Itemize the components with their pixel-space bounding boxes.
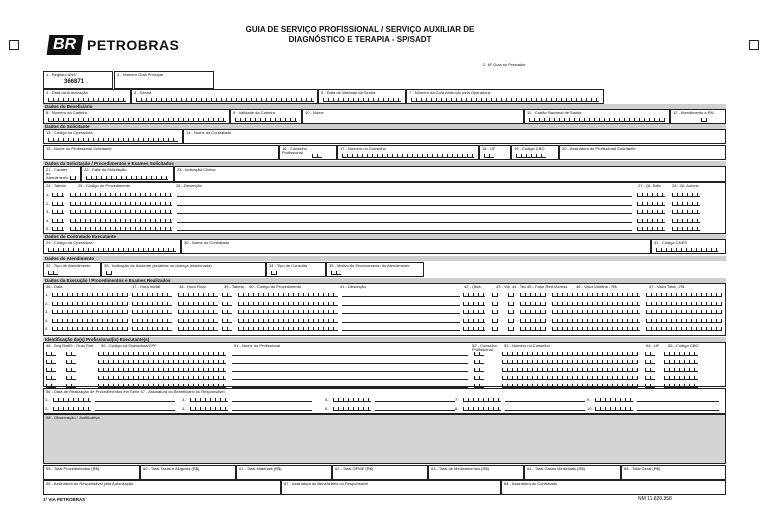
tabela-comb <box>52 202 64 206</box>
qtde-aut-comb <box>672 210 700 214</box>
data-comb <box>52 302 128 306</box>
tec-header: 44 - Tec. <box>512 284 528 289</box>
tabela-comb <box>52 210 64 214</box>
seq-ref-comb <box>46 352 56 356</box>
assinatura-beneficiario-label: 67 - Assinatura do Beneficiário ou Responsável <box>284 481 369 486</box>
codigo-comb <box>238 310 338 314</box>
fator-comb <box>520 293 546 297</box>
via-comb <box>492 310 498 314</box>
hora-final-comb <box>178 319 218 323</box>
total-medicamentos-field[interactable] <box>428 465 524 480</box>
descricao-line <box>177 205 632 206</box>
cpf-comb <box>98 352 226 356</box>
total-gases-field[interactable] <box>524 465 621 480</box>
qtde-solic-comb <box>637 202 665 206</box>
valor-total-comb <box>646 310 722 314</box>
registro-ans-value: 366871 <box>64 79 85 85</box>
data-validade-senha-field[interactable] <box>318 89 406 104</box>
tipo-atendimento-field[interactable] <box>43 262 101 277</box>
descricao-exec-header: 41 - Descrição <box>340 284 366 289</box>
codigo-comb <box>238 327 338 331</box>
valor-unitario-header: 46 - Valor Unitário - R$ <box>576 284 617 289</box>
section-equipe: Identificação do(s) Profissional(is) Executante(s) <box>43 337 726 342</box>
total-geral-label: 65 - Total Geral (R$) <box>624 466 661 471</box>
codigo-operadora-cpf-header: 50 - Código na Operadora/CPF <box>101 343 157 348</box>
codigo-cbo-field[interactable] <box>511 145 559 160</box>
nome-contratado-field[interactable] <box>183 129 726 144</box>
data-header: 36 - Data <box>46 284 63 289</box>
qtde-comb <box>463 327 485 331</box>
serie-date-comb <box>53 398 91 402</box>
nome-profissional-solicitante-field[interactable] <box>43 145 279 160</box>
qtde-header: 42 - Qtde. <box>464 284 482 289</box>
conselho-profissional-field[interactable] <box>279 145 337 160</box>
senha-field[interactable] <box>131 89 318 104</box>
nome-line <box>232 379 468 380</box>
form-title-line1: GUIA DE SERVIÇO PROFISSIONAL / SERVIÇO AUXILIAR DE <box>245 25 475 34</box>
total-procedimentos-label: 59 - Total Procedimentos (R$) <box>46 466 100 471</box>
serie-number: 9- <box>587 397 591 402</box>
hora-inicial-comb <box>132 293 172 297</box>
conselho-comb <box>474 376 484 380</box>
serie-date-comb <box>333 398 371 402</box>
tabela-comb <box>52 219 64 223</box>
tipo-consulta-label: 34 - Tipo de Consulta <box>269 263 308 268</box>
serie-signature-line <box>232 401 312 402</box>
grau-part-header: 49 - Grau Part. <box>68 343 95 348</box>
grau-comb <box>66 376 76 380</box>
hora-inicial-header: 37 - Hora Inicial <box>132 284 161 289</box>
valor-unitario-comb <box>552 327 640 331</box>
motivo-encerramento-label: 35 - Motivo de Encerramento do Atendimento <box>329 263 410 268</box>
nome-beneficiario-field[interactable] <box>302 109 524 124</box>
descricao-line <box>177 222 632 223</box>
serie-date-comb <box>463 398 501 402</box>
registration-mark-right <box>749 40 759 50</box>
section-atendimento: Dados do Atendimento <box>43 256 726 261</box>
total-medicamentos-label: 63 - Total de Medicamentos (R$) <box>431 466 489 471</box>
valor-total-header: 47 - Valor Total - R$ <box>649 284 685 289</box>
qtde-comb <box>463 293 485 297</box>
serie-signature-line <box>232 410 312 411</box>
tabela-comb <box>222 327 232 331</box>
cartao-nacional-saude-label: 11 - Cartão Nacional de Saúde <box>527 110 582 115</box>
descricao-line <box>342 313 460 314</box>
nome-line <box>232 371 468 372</box>
serie-signature-line <box>95 410 175 411</box>
conselho-prof-equipe-header: 52 - Conselho Profissional <box>472 343 497 352</box>
via-comb <box>492 302 498 306</box>
qtde-solic-comb <box>637 193 665 197</box>
assinatura-beneficiario-field[interactable] <box>281 480 501 495</box>
grau-comb <box>66 352 76 356</box>
nome-label: 10 - Nome <box>305 110 324 115</box>
via-comb <box>492 319 498 323</box>
codigo-operadora-field[interactable] <box>43 129 183 144</box>
tabela-comb <box>222 302 232 306</box>
numero-guia-operadora-field[interactable] <box>406 89 604 104</box>
fator-comb <box>520 327 546 331</box>
tabela-comb <box>52 227 64 231</box>
grau-comb <box>66 368 76 372</box>
total-materiais-field[interactable] <box>236 465 332 480</box>
codigo-proc-exec-header: 40 - Código do Procedimento <box>249 284 302 289</box>
data-validade-senha-label: 6 - Data de Validade da Senha <box>321 90 376 95</box>
codigo-comb <box>238 319 338 323</box>
uf-label: 18 - UF <box>482 146 496 151</box>
registro-ans-label: 1 - Registro ANS <box>46 72 76 77</box>
section-solicitacao: Dados da Solicitação / Procedimentos e Exames Solicitados <box>43 161 726 166</box>
numero-carteira-field[interactable] <box>43 109 230 124</box>
nome-line <box>232 363 468 364</box>
numero-conselho-field[interactable] <box>337 145 479 160</box>
nome-profissional-solicitante-label: 15 - Nome do Profissional Solicitante <box>46 146 112 151</box>
serie-number: 10- <box>587 406 593 411</box>
carater-atendimento-field[interactable] <box>43 166 81 182</box>
codigo-comb <box>70 193 172 197</box>
cpf-comb <box>98 360 226 364</box>
cpf-comb <box>98 376 226 380</box>
indicacao-clinica-field[interactable] <box>174 166 726 182</box>
qtde-solic-comb <box>637 219 665 223</box>
valor-unitario-comb <box>552 293 640 297</box>
section-execucao: Dados da Execução / Procedimentos e Exames Realizados <box>43 278 726 283</box>
hora-inicial-comb <box>132 302 172 306</box>
codigo-cbo-label: 19 - Código CBO <box>514 146 545 151</box>
cbo-comb <box>664 352 698 356</box>
indicacao-clinica-label: 23 - Indicação Clínica <box>177 167 216 172</box>
seq-ref-comb <box>46 376 56 380</box>
data-realizacao-label: 56 - Data de Realização de Procedimentos em Série 57 - Assinatura do Beneficiário ou Responsável <box>46 389 225 394</box>
serie-number: 2- <box>45 406 49 411</box>
serie-number: 6- <box>325 406 329 411</box>
codigo-comb <box>70 219 172 223</box>
serie-number: 1- <box>45 397 49 402</box>
conselho-profissional-label: 16 - Conselho Profissional <box>282 146 307 155</box>
cbo-comb <box>664 368 698 372</box>
grau-comb <box>66 360 76 364</box>
serie-signature-line <box>505 410 585 411</box>
data-autorizacao-label: 4 - Data da Autorização <box>46 90 88 95</box>
valor-unitario-comb <box>552 310 640 314</box>
form-code: NM 11.820.358 <box>638 496 672 502</box>
row-number: 1- <box>45 292 49 297</box>
numero-guia-principal-label: 3 - Número Guia Principal <box>117 72 164 77</box>
qtde-comb <box>463 302 485 306</box>
total-taxas-field[interactable] <box>140 465 236 480</box>
validade-carteira-label: 9 - Validade da Carteira <box>233 110 275 115</box>
hora-final-comb <box>178 327 218 331</box>
descricao-line <box>342 330 460 331</box>
via-comb <box>492 293 498 297</box>
total-materiais-label: 61 - Total Materiais (R$) <box>239 466 282 471</box>
numero-conselho-comb <box>502 352 638 356</box>
cbo-comb <box>664 360 698 364</box>
data-solicitacao-field[interactable] <box>81 166 174 182</box>
via-footer: 1ª VIA PETROBRAS <box>43 497 86 502</box>
uf-field[interactable] <box>479 145 511 160</box>
valor-unitario-comb <box>552 302 640 306</box>
section-contratado-executante: Dados do Contratado Executante <box>43 234 726 239</box>
serie-number: 5- <box>325 397 329 402</box>
codigo-comb <box>238 293 338 297</box>
assinatura-solicitante-field[interactable] <box>559 145 726 160</box>
via-header: 43 - Via <box>496 284 510 289</box>
fator-header: 45 - Fator Red./Acresc. <box>527 284 569 289</box>
total-opme-field[interactable] <box>332 465 428 480</box>
tabela-exec-header: 39 - Tabela <box>224 284 244 289</box>
numero-guia-principal-field[interactable] <box>114 71 214 89</box>
assinatura-contratado-field[interactable] <box>501 480 726 495</box>
form-title <box>230 25 490 45</box>
codigo-cnes-label: 31 - Código CNES <box>654 240 687 245</box>
data-comb <box>52 327 128 331</box>
hora-final-header: 38 - Hora Final <box>179 284 206 289</box>
conselho-comb <box>474 352 484 356</box>
guia-prestador-label: 2- Nº Guia no Prestador <box>483 62 526 67</box>
form-title-line2: DIAGNÓSTICO E TERAPIA - SP/SADT <box>288 35 432 44</box>
tec-comb <box>508 302 514 306</box>
tipo-atendimento-label: 32 - Tipo de Atendimento <box>46 263 91 268</box>
valor-total-comb <box>646 327 722 331</box>
data-solicitacao-label: 22 - Data da Solicitação <box>84 167 127 172</box>
uf-comb <box>645 360 655 364</box>
data-comb <box>52 319 128 323</box>
registro-ans-field[interactable] <box>43 71 113 89</box>
total-gases-label: 64 - Total Gases Medicinais (R$) <box>527 466 585 471</box>
total-procedimentos-field[interactable] <box>43 465 140 480</box>
nome-line <box>232 355 468 356</box>
cartao-nacional-saude-field[interactable] <box>524 109 670 124</box>
uf-equipe-header: 54 - UF <box>646 343 660 348</box>
atendimento-rn-field[interactable] <box>670 109 726 124</box>
tec-comb <box>508 310 514 314</box>
logo-wordmark: PETROBRAS <box>87 37 180 53</box>
qtde-comb <box>463 319 485 323</box>
row-number: 5- <box>45 326 49 331</box>
numero-conselho-comb <box>502 376 638 380</box>
total-geral-field[interactable] <box>621 465 726 480</box>
conselho-comb <box>474 360 484 364</box>
numero-conselho-equipe-header: 53 - Número no Conselho <box>504 343 550 348</box>
row-number: 4- <box>46 217 50 223</box>
descricao-line <box>342 322 460 323</box>
seq-ref-comb <box>46 360 56 364</box>
serie-date-comb <box>190 398 228 402</box>
carater-atendimento-label: 21 - Caráter do Atendimento <box>46 167 69 180</box>
qtde-aut-comb <box>672 219 700 223</box>
valor-unitario-comb <box>552 319 640 323</box>
tec-comb <box>508 327 514 331</box>
descricao-line <box>342 296 460 297</box>
total-taxas-label: 60 - Total Taxas e Aluguéis (R$) <box>143 466 200 471</box>
codigo-cnes-field[interactable] <box>651 239 726 254</box>
cbo-comb <box>664 376 698 380</box>
serie-signature-line <box>637 410 719 411</box>
serie-date-comb <box>333 407 371 411</box>
valor-total-comb <box>646 319 722 323</box>
codigo-comb <box>70 227 172 231</box>
serie-date-comb <box>595 398 633 402</box>
qtde-aut-comb <box>672 227 700 231</box>
numero-conselho-comb <box>502 360 638 364</box>
registration-mark-left <box>9 40 19 50</box>
petrobras-logo <box>48 33 208 57</box>
row-number: 5- <box>46 226 50 231</box>
row-number: 3- <box>45 309 49 314</box>
serie-number: 3- <box>182 397 186 402</box>
observacao-label: 58 - Observação / Justificativa <box>46 415 100 420</box>
codigo-comb <box>70 202 172 206</box>
codigo-comb <box>238 302 338 306</box>
serie-signature-line <box>95 401 175 402</box>
codigo-operadora-label: 13 - Código na Operadora <box>46 130 93 135</box>
assinatura-autorizacao-label: 66 - Assinatura do Responsável pela Autorização <box>46 481 134 486</box>
nome-profissional-header: 51 - Nome do Profissional <box>234 343 281 348</box>
codigo-comb <box>70 210 172 214</box>
serie-date-comb <box>190 407 228 411</box>
qtde-comb <box>463 310 485 314</box>
fator-comb <box>520 302 546 306</box>
hora-inicial-comb <box>132 319 172 323</box>
descricao-line <box>342 305 460 306</box>
uf-comb <box>645 376 655 380</box>
logo-mark-text: BR <box>53 36 77 53</box>
assinatura-contratado-label: 68 - Assinatura do Contratado <box>504 481 558 486</box>
serie-signature-line <box>375 401 455 402</box>
nome-contratado-label: 14 - Nome do Contratado <box>186 130 232 135</box>
qtde-aut-comb <box>672 193 700 197</box>
atendimento-rn-label: 12 - Atendimento a RN <box>673 110 714 115</box>
qtde-aut-header: 28 - Qt. Autoriz. <box>672 183 700 188</box>
codigo-operadora-exec-field[interactable] <box>43 239 181 254</box>
tec-comb <box>508 319 514 323</box>
observacao-field[interactable] <box>43 414 726 464</box>
numero-conselho-label: 17 - Número no Conselho <box>340 146 386 151</box>
descricao-line <box>177 230 632 231</box>
numero-conselho-comb <box>502 368 638 372</box>
tipo-consulta-field[interactable] <box>266 262 326 277</box>
fator-comb <box>520 319 546 323</box>
uf-comb <box>645 352 655 356</box>
qtde-solic-comb <box>637 227 665 231</box>
serie-signature-line <box>375 410 455 411</box>
tabela-comb <box>52 193 64 197</box>
hora-final-comb <box>178 310 218 314</box>
valor-total-comb <box>646 293 722 297</box>
tabela-header: 24 - Tabela <box>46 183 66 188</box>
seq-ref-header: 48 - Seq.Ref <box>46 343 69 348</box>
descricao-line <box>177 213 632 214</box>
serie-date-comb <box>595 407 633 411</box>
tabela-comb <box>222 293 232 297</box>
uf-comb <box>645 368 655 372</box>
indicacao-acidente-label: 33 - Indicação de Acidente (acidente ou doença relacionada) <box>104 263 212 268</box>
data-autorizacao-field[interactable] <box>43 89 131 104</box>
total-opme-label: 62 - Total OPME (R$) <box>335 466 374 471</box>
serie-signature-line <box>637 401 719 402</box>
cbo-equipe-header: 55 - Código CBO <box>668 343 699 348</box>
tabela-comb <box>222 310 232 314</box>
validade-carteira-field[interactable] <box>230 109 302 124</box>
fator-comb <box>520 310 546 314</box>
qtde-aut-comb <box>672 202 700 206</box>
qtde-solic-comb <box>637 210 665 214</box>
data-comb <box>52 310 128 314</box>
qtde-solic-header: 27 - Qt. Solic. <box>638 183 663 188</box>
hora-final-comb <box>178 293 218 297</box>
numero-carteira-label: 8 - Número da Carteira <box>46 110 87 115</box>
descricao-header: 26 - Descrição <box>176 183 202 188</box>
row-number: 3- <box>46 209 50 214</box>
codigo-operadora-exec-label: 29 - Código na Operadora <box>46 240 93 245</box>
section-solicitante: Dados do Solicitante <box>43 124 726 129</box>
conselho-comb <box>474 368 484 372</box>
equipe-table <box>43 342 726 387</box>
valor-total-comb <box>646 302 722 306</box>
tec-comb <box>508 293 514 297</box>
serie-number: 8- <box>455 406 459 411</box>
indicacao-acidente-field[interactable] <box>101 262 266 277</box>
assinatura-autorizacao-field[interactable] <box>43 480 281 495</box>
hora-inicial-comb <box>132 310 172 314</box>
seq-ref-comb <box>46 368 56 372</box>
motivo-encerramento-field[interactable] <box>326 262 424 277</box>
row-number: 2- <box>45 300 49 306</box>
row-number: 2- <box>46 200 50 206</box>
descricao-line <box>177 196 632 197</box>
via-comb <box>492 327 498 331</box>
nome-contratado-exec-label: 30 - Nome do Contratado <box>184 240 230 245</box>
nome-contratado-exec-field[interactable] <box>181 239 651 254</box>
serie-number: 7- <box>455 397 459 402</box>
section-beneficiario: Dados do Beneficiário <box>43 104 726 109</box>
hora-final-comb <box>178 302 218 306</box>
serie-signature-line <box>505 401 585 402</box>
assinatura-solicitante-label: 20 - Assinatura do Profissional Solicitante <box>562 146 636 151</box>
codigo-procedimento-header: 25 - Código do Procedimento <box>78 183 131 188</box>
row-number: 1- <box>46 192 50 197</box>
cpf-comb <box>98 368 226 372</box>
serie-number: 4- <box>182 406 186 411</box>
tabela-comb <box>222 319 232 323</box>
serie-date-comb <box>53 407 91 411</box>
data-comb <box>52 293 128 297</box>
senha-label: 5 - Senha <box>134 90 152 95</box>
numero-guia-operadora-label: 7 - Número da Guia Atribuído pela Operadora <box>409 90 490 95</box>
row-number: 4- <box>45 317 49 323</box>
hora-inicial-comb <box>132 327 172 331</box>
serie-date-comb <box>463 407 501 411</box>
